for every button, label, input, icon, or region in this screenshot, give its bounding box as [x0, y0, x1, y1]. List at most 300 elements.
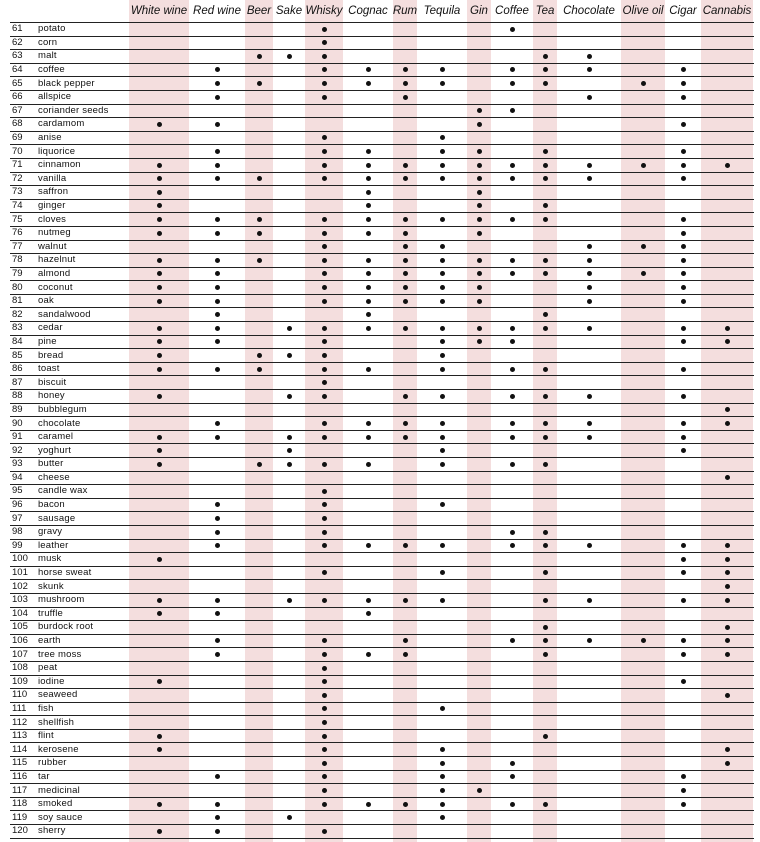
header-cannabis: Cannabis: [700, 0, 754, 23]
cell-chocolate: [558, 294, 620, 308]
cell-gin: [466, 743, 492, 757]
cell-cognac: [344, 36, 392, 50]
cell-cigar: [666, 525, 700, 539]
presence-dot-icon: [587, 176, 592, 181]
row-number: 100: [10, 553, 36, 567]
presence-dot-icon: [681, 435, 686, 440]
cell-cannabis: [700, 77, 754, 91]
presence-dot-icon: [681, 149, 686, 154]
cell-cannabis: [700, 362, 754, 376]
cell-olive-oil: [620, 281, 666, 295]
cell-cognac: [344, 825, 392, 839]
table-row: [10, 281, 754, 295]
cell-sake: [274, 621, 304, 635]
cell-cigar: [666, 661, 700, 675]
cell-cannabis: [700, 458, 754, 472]
cell-whisky: [304, 580, 344, 594]
cell-cigar: [666, 403, 700, 417]
cell-beer: [244, 294, 274, 308]
cell-gin: [466, 335, 492, 349]
cell-beer: [244, 430, 274, 444]
header-red-wine: Red wine: [190, 0, 244, 23]
presence-dot-icon: [543, 176, 548, 181]
cell-chocolate: [558, 362, 620, 376]
cell-rum: [392, 362, 418, 376]
cell-olive-oil: [620, 240, 666, 254]
presence-dot-icon: [440, 135, 445, 140]
row-number: 72: [10, 172, 36, 186]
cell-sake: [274, 390, 304, 404]
cell-white-wine: [128, 648, 190, 662]
row-number: 80: [10, 281, 36, 295]
table-row: [10, 784, 754, 798]
table-row: [10, 648, 754, 662]
cell-tequila: [418, 390, 466, 404]
cell-white-wine: [128, 213, 190, 227]
row-number: 81: [10, 294, 36, 308]
presence-dot-icon: [215, 435, 220, 440]
table-row: [10, 90, 754, 104]
cell-cannabis: [700, 811, 754, 825]
presence-dot-icon: [366, 435, 371, 440]
presence-dot-icon: [366, 258, 371, 263]
cell-cognac: [344, 349, 392, 363]
cell-red-wine: [190, 485, 244, 499]
cell-whisky: [304, 444, 344, 458]
presence-dot-icon: [403, 271, 408, 276]
presence-dot-icon: [215, 815, 220, 820]
cell-tequila: [418, 553, 466, 567]
cell-olive-oil: [620, 553, 666, 567]
presence-dot-icon: [725, 693, 730, 698]
cell-cognac: [344, 675, 392, 689]
row-number: 86: [10, 362, 36, 376]
cell-sake: [274, 702, 304, 716]
presence-dot-icon: [215, 421, 220, 426]
cell-cognac: [344, 267, 392, 281]
cell-red-wine: [190, 430, 244, 444]
presence-dot-icon: [215, 516, 220, 521]
cell-sake: [274, 634, 304, 648]
cell-olive-oil: [620, 131, 666, 145]
cell-sake: [274, 199, 304, 213]
cell-sake: [274, 471, 304, 485]
presence-dot-icon: [322, 217, 327, 222]
cell-cannabis: [700, 294, 754, 308]
presence-dot-icon: [157, 326, 162, 331]
cell-red-wine: [190, 376, 244, 390]
presence-dot-icon: [215, 829, 220, 834]
cell-olive-oil: [620, 254, 666, 268]
cell-cannabis: [700, 634, 754, 648]
table-row: [10, 23, 754, 37]
presence-dot-icon: [322, 734, 327, 739]
cell-red-wine: [190, 186, 244, 200]
cell-beer: [244, 729, 274, 743]
cell-rum: [392, 661, 418, 675]
presence-dot-icon: [510, 217, 515, 222]
presence-dot-icon: [477, 258, 482, 263]
cell-beer: [244, 90, 274, 104]
presence-dot-icon: [322, 502, 327, 507]
table-row: [10, 621, 754, 635]
descriptor-name: cloves: [36, 213, 128, 227]
cell-sake: [274, 23, 304, 37]
header-white-wine: White wine: [128, 0, 190, 23]
presence-dot-icon: [641, 638, 646, 643]
presence-dot-icon: [681, 231, 686, 236]
cell-chocolate: [558, 729, 620, 743]
table-row: [10, 77, 754, 91]
cell-cannabis: [700, 23, 754, 37]
presence-dot-icon: [215, 312, 220, 317]
descriptor-name: kerosene: [36, 743, 128, 757]
cell-cannabis: [700, 281, 754, 295]
cell-tequila: [418, 593, 466, 607]
cell-cognac: [344, 621, 392, 635]
presence-dot-icon: [510, 367, 515, 372]
descriptor-name: biscuit: [36, 376, 128, 390]
descriptor-name: seaweed: [36, 689, 128, 703]
cell-white-wine: [128, 158, 190, 172]
cell-gin: [466, 512, 492, 526]
cell-coffee: [492, 390, 532, 404]
cell-rum: [392, 784, 418, 798]
cell-cognac: [344, 254, 392, 268]
cell-cigar: [666, 485, 700, 499]
presence-dot-icon: [681, 638, 686, 643]
cell-beer: [244, 267, 274, 281]
cell-sake: [274, 36, 304, 50]
row-number: 63: [10, 50, 36, 64]
presence-dot-icon: [587, 435, 592, 440]
presence-dot-icon: [322, 81, 327, 86]
cell-whisky: [304, 716, 344, 730]
cell-cannabis: [700, 525, 754, 539]
cell-chocolate: [558, 267, 620, 281]
cell-tea: [532, 661, 558, 675]
cell-red-wine: [190, 403, 244, 417]
cell-olive-oil: [620, 444, 666, 458]
cell-whisky: [304, 743, 344, 757]
cell-olive-oil: [620, 784, 666, 798]
cell-gin: [466, 566, 492, 580]
presence-dot-icon: [477, 149, 482, 154]
cell-tequila: [418, 308, 466, 322]
cell-sake: [274, 335, 304, 349]
row-number: 117: [10, 784, 36, 798]
presence-dot-icon: [366, 271, 371, 276]
cell-chocolate: [558, 335, 620, 349]
cell-cognac: [344, 213, 392, 227]
cell-sake: [274, 104, 304, 118]
row-number: 105: [10, 621, 36, 635]
header-cigar: Cigar: [666, 0, 700, 23]
cell-gin: [466, 322, 492, 336]
cell-tea: [532, 430, 558, 444]
cell-beer: [244, 349, 274, 363]
cell-whisky: [304, 661, 344, 675]
presence-dot-icon: [510, 258, 515, 263]
cell-tequila: [418, 430, 466, 444]
cell-olive-oil: [620, 417, 666, 431]
presence-dot-icon: [681, 679, 686, 684]
presence-dot-icon: [543, 163, 548, 168]
presence-dot-icon: [215, 231, 220, 236]
row-number: 84: [10, 335, 36, 349]
cell-cognac: [344, 131, 392, 145]
presence-dot-icon: [681, 570, 686, 575]
cell-red-wine: [190, 621, 244, 635]
cell-tequila: [418, 485, 466, 499]
presence-dot-icon: [157, 394, 162, 399]
cell-beer: [244, 525, 274, 539]
cell-cognac: [344, 50, 392, 64]
cell-beer: [244, 335, 274, 349]
cell-tequila: [418, 634, 466, 648]
cell-red-wine: [190, 240, 244, 254]
cell-coffee: [492, 458, 532, 472]
cell-beer: [244, 172, 274, 186]
presence-dot-icon: [587, 285, 592, 290]
cell-sake: [274, 158, 304, 172]
cell-coffee: [492, 254, 532, 268]
cell-tea: [532, 811, 558, 825]
presence-dot-icon: [477, 788, 482, 793]
cell-chocolate: [558, 254, 620, 268]
presence-dot-icon: [477, 176, 482, 181]
presence-dot-icon: [477, 190, 482, 195]
presence-dot-icon: [215, 326, 220, 331]
cell-coffee: [492, 50, 532, 64]
cell-chocolate: [558, 376, 620, 390]
cell-rum: [392, 471, 418, 485]
presence-dot-icon: [510, 761, 515, 766]
presence-dot-icon: [403, 598, 408, 603]
table-row: [10, 294, 754, 308]
cell-sake: [274, 430, 304, 444]
presence-dot-icon: [725, 761, 730, 766]
table-row: [10, 825, 754, 839]
cell-white-wine: [128, 118, 190, 132]
cell-white-wine: [128, 566, 190, 580]
cell-tequila: [418, 90, 466, 104]
table-row: [10, 716, 754, 730]
cell-olive-oil: [620, 675, 666, 689]
presence-dot-icon: [157, 734, 162, 739]
presence-dot-icon: [681, 95, 686, 100]
cell-tequila: [418, 648, 466, 662]
presence-dot-icon: [681, 774, 686, 779]
descriptor-name: caramel: [36, 430, 128, 444]
cell-white-wine: [128, 444, 190, 458]
cell-cigar: [666, 471, 700, 485]
presence-dot-icon: [543, 435, 548, 440]
cell-cannabis: [700, 131, 754, 145]
cell-tequila: [418, 661, 466, 675]
cell-sake: [274, 743, 304, 757]
descriptor-name: bubblegum: [36, 403, 128, 417]
cell-white-wine: [128, 634, 190, 648]
cell-beer: [244, 390, 274, 404]
cell-white-wine: [128, 811, 190, 825]
cell-chocolate: [558, 403, 620, 417]
presence-dot-icon: [322, 67, 327, 72]
cell-cigar: [666, 63, 700, 77]
cell-tequila: [418, 607, 466, 621]
cell-white-wine: [128, 335, 190, 349]
cell-whisky: [304, 729, 344, 743]
cell-beer: [244, 634, 274, 648]
cell-tequila: [418, 186, 466, 200]
presence-dot-icon: [215, 163, 220, 168]
presence-dot-icon: [157, 448, 162, 453]
presence-dot-icon: [587, 95, 592, 100]
cell-white-wine: [128, 403, 190, 417]
cell-tea: [532, 566, 558, 580]
cell-sake: [274, 593, 304, 607]
presence-dot-icon: [366, 802, 371, 807]
cell-gin: [466, 784, 492, 798]
presence-dot-icon: [440, 448, 445, 453]
row-number: 64: [10, 63, 36, 77]
cell-olive-oil: [620, 186, 666, 200]
cell-tea: [532, 104, 558, 118]
cell-white-wine: [128, 77, 190, 91]
cell-rum: [392, 104, 418, 118]
cell-cognac: [344, 23, 392, 37]
cell-coffee: [492, 417, 532, 431]
cell-tequila: [418, 131, 466, 145]
cell-olive-oil: [620, 716, 666, 730]
presence-dot-icon: [322, 543, 327, 548]
cell-cigar: [666, 797, 700, 811]
cell-tequila: [418, 254, 466, 268]
descriptor-name: cardamom: [36, 118, 128, 132]
cell-whisky: [304, 539, 344, 553]
cell-beer: [244, 539, 274, 553]
cell-beer: [244, 498, 274, 512]
cell-rum: [392, 593, 418, 607]
cell-tequila: [418, 458, 466, 472]
cell-cigar: [666, 118, 700, 132]
cell-white-wine: [128, 90, 190, 104]
cell-beer: [244, 485, 274, 499]
presence-dot-icon: [157, 231, 162, 236]
presence-dot-icon: [215, 149, 220, 154]
cell-red-wine: [190, 553, 244, 567]
cell-sake: [274, 485, 304, 499]
cell-cigar: [666, 172, 700, 186]
cell-sake: [274, 566, 304, 580]
presence-dot-icon: [510, 530, 515, 535]
cell-rum: [392, 417, 418, 431]
presence-dot-icon: [681, 543, 686, 548]
cell-whisky: [304, 770, 344, 784]
cell-beer: [244, 77, 274, 91]
row-number: 82: [10, 308, 36, 322]
descriptor-name: black pepper: [36, 77, 128, 91]
table-row: [10, 63, 754, 77]
table-row: [10, 539, 754, 553]
cell-whisky: [304, 90, 344, 104]
cell-whisky: [304, 811, 344, 825]
cell-cannabis: [700, 213, 754, 227]
cell-gin: [466, 607, 492, 621]
cell-beer: [244, 199, 274, 213]
cell-chocolate: [558, 634, 620, 648]
row-number: 90: [10, 417, 36, 431]
cell-red-wine: [190, 267, 244, 281]
cell-coffee: [492, 743, 532, 757]
descriptor-name: hazelnut: [36, 254, 128, 268]
cell-whisky: [304, 825, 344, 839]
cell-tea: [532, 825, 558, 839]
presence-dot-icon: [440, 299, 445, 304]
table-row: [10, 729, 754, 743]
cell-white-wine: [128, 322, 190, 336]
row-number: 116: [10, 770, 36, 784]
cell-cognac: [344, 512, 392, 526]
cell-whisky: [304, 784, 344, 798]
row-number: 73: [10, 186, 36, 200]
cell-cannabis: [700, 403, 754, 417]
row-number: 110: [10, 689, 36, 703]
cell-cannabis: [700, 580, 754, 594]
presence-dot-icon: [440, 258, 445, 263]
row-number: 104: [10, 607, 36, 621]
cell-gin: [466, 580, 492, 594]
cell-olive-oil: [620, 23, 666, 37]
presence-dot-icon: [543, 217, 548, 222]
presence-dot-icon: [287, 326, 292, 331]
row-number: 102: [10, 580, 36, 594]
cell-cigar: [666, 36, 700, 50]
cell-beer: [244, 770, 274, 784]
table-row: [10, 390, 754, 404]
cell-tequila: [418, 770, 466, 784]
cell-coffee: [492, 770, 532, 784]
cell-tequila: [418, 158, 466, 172]
header-gin: Gin: [466, 0, 492, 23]
presence-dot-icon: [366, 652, 371, 657]
presence-dot-icon: [440, 81, 445, 86]
presence-dot-icon: [322, 163, 327, 168]
cell-gin: [466, 158, 492, 172]
presence-dot-icon: [543, 271, 548, 276]
cell-olive-oil: [620, 213, 666, 227]
cell-sake: [274, 63, 304, 77]
cell-coffee: [492, 145, 532, 159]
presence-dot-icon: [440, 176, 445, 181]
presence-dot-icon: [287, 54, 292, 59]
row-number: 109: [10, 675, 36, 689]
cell-beer: [244, 186, 274, 200]
cell-white-wine: [128, 240, 190, 254]
cell-tea: [532, 621, 558, 635]
cell-olive-oil: [620, 743, 666, 757]
cell-sake: [274, 118, 304, 132]
cell-sake: [274, 417, 304, 431]
cell-whisky: [304, 308, 344, 322]
cell-white-wine: [128, 50, 190, 64]
cell-rum: [392, 702, 418, 716]
cell-beer: [244, 23, 274, 37]
table-row: [10, 512, 754, 526]
cell-beer: [244, 797, 274, 811]
cell-sake: [274, 607, 304, 621]
cell-sake: [274, 322, 304, 336]
